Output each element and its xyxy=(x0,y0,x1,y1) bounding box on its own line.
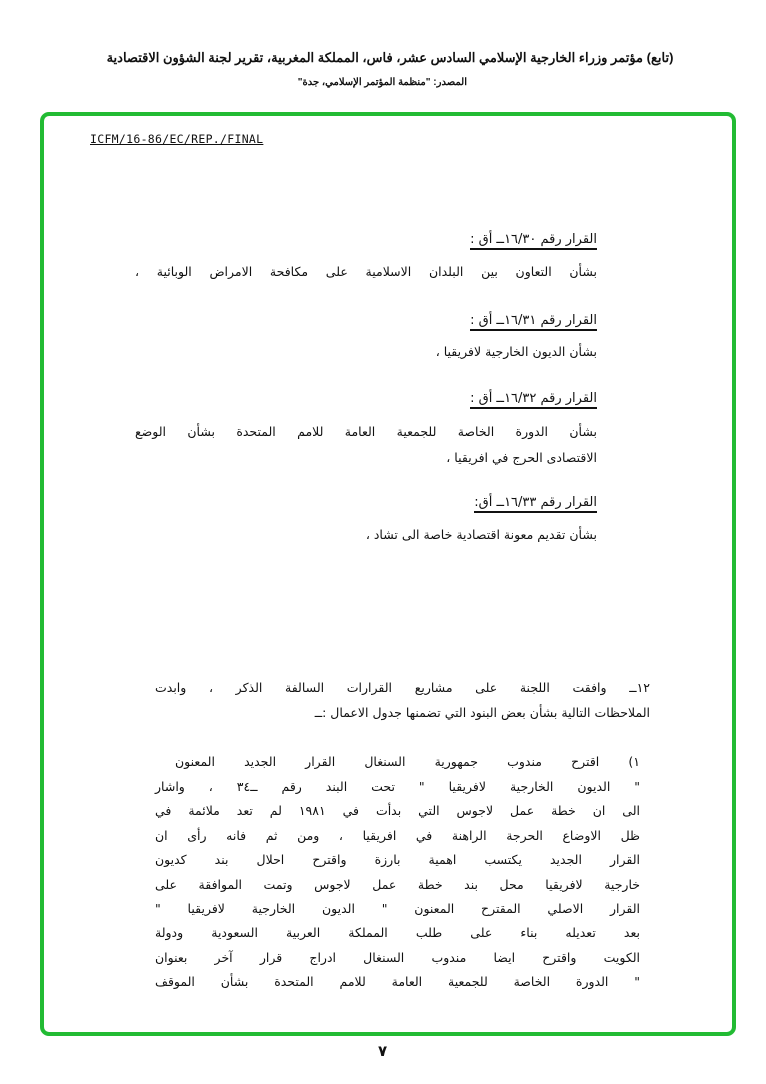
item-1-line: خارجية لافريقيا محل بند خطة عمل لاجوس وتمت الموافقة على xyxy=(155,877,640,892)
item-1-line: ظل الاوضاع الحرجة الراهنة في افريقيا ، ومن ثم فانه رأى ان xyxy=(155,828,640,843)
resolution-text: بشأن الدورة الخاصة للجمعية العامة للامم المتحدة بشأن الوضع xyxy=(135,424,597,439)
item-1-line: القرار الجديد يكتسب اهمية بارزة واقترح احلال بند كديون xyxy=(155,852,640,867)
item-1-line: القرار الاصلي المقترح المعنون " الديون الخارجية لافريقيا " xyxy=(155,901,640,916)
paragraph-12-line: الملاحظات التالية بشأن بعض البنود التي تضمنها جدول الاعمال :ــ xyxy=(314,705,650,720)
resolution-text: بشأن تقديم معونة اقتصادية خاصة الى تشاد ، xyxy=(365,527,597,542)
resolution-heading: القرار رقم ١٦/٣٢ــ أق : xyxy=(470,391,597,409)
item-1-line: الى ان خطة عمل لاجوس التي بدأت في ١٩٨١ لم تعد ملائمة في xyxy=(155,803,640,818)
resolution-text: بشأن الديون الخارجية لافريقيا ، xyxy=(435,344,597,359)
page-number: ٧ xyxy=(378,1042,388,1060)
resolution-heading: القرار رقم ١٦/٣٣ــ أق: xyxy=(474,495,597,513)
resolution-heading: القرار رقم ١٦/٣١ــ أق : xyxy=(470,313,597,331)
item-1-line: بعد تعديله بناء على طلب المملكة العربية السعودية ودولة xyxy=(155,925,640,940)
item-1-line: الكويت واقترح ايضا مندوب السنغال ادراج قرار آخر بعنوان xyxy=(155,950,640,965)
resolution-heading: القرار رقم ١٦/٣٠ــ أق : xyxy=(470,232,597,250)
page-header-title: (تابع) مؤتمر وزراء الخارجية الإسلامي السادس عشر، فاس، المملكة المغربية، تقرير لجنة الشؤون الاقتصادية xyxy=(106,50,674,65)
item-1-line: ١) اقترح مندوب جمهورية السنغال القرار الجديد المعنون xyxy=(175,754,640,769)
document-reference: ICFM/16-86/EC/REP./FINAL xyxy=(90,132,264,146)
item-1-line: " الديون الخارجية لافريقيا " تحت البند رقم ــ٣٤ ، واشار xyxy=(155,779,640,794)
item-1-line: " الدورة الخاصة للجمعية العامة للامم المتحدة بشأن الموقف xyxy=(155,974,640,989)
page-header-source: المصدر: "منظمة المؤتمر الإسلامي، جدة" xyxy=(297,77,467,88)
paragraph-12-line: ١٢ــ وافقت اللجنة على مشاريع القرارات السالفة الذكر ، وابدت xyxy=(155,680,650,695)
resolution-text: بشأن التعاون بين البلدان الاسلامية على مكافحة الامراض الوبائية ، xyxy=(135,264,597,279)
resolution-text: الاقتصادى الحرج في افريقيا ، xyxy=(446,450,597,465)
document-frame xyxy=(40,112,736,1036)
